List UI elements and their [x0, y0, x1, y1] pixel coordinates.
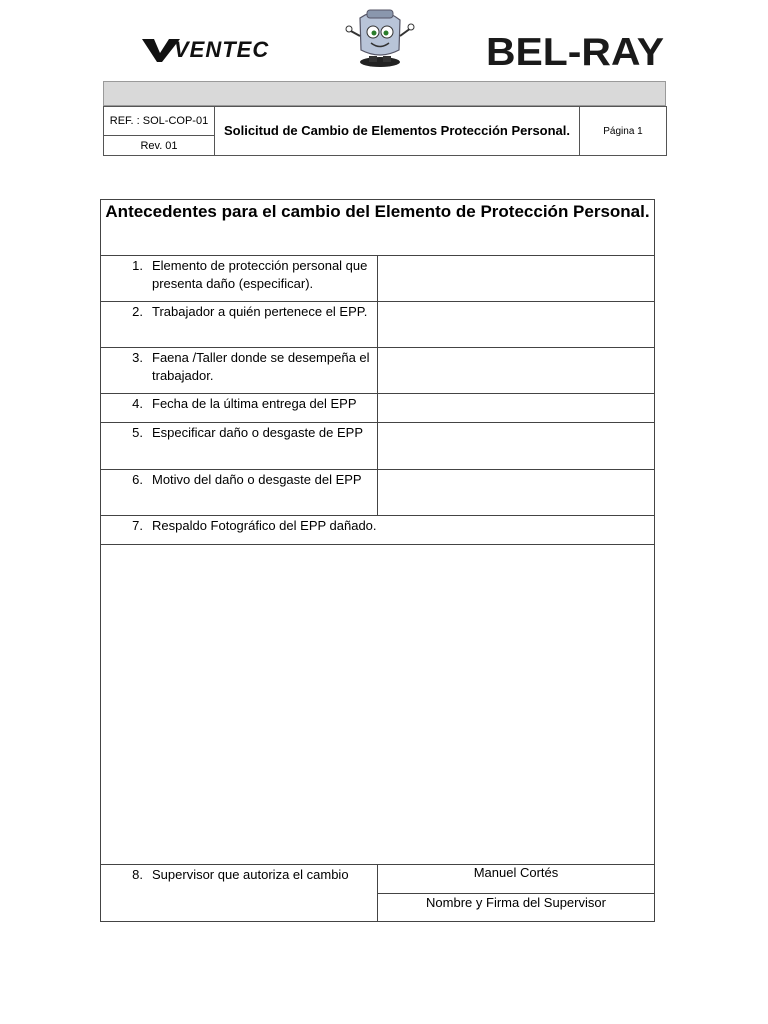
- question-cell: [101, 470, 378, 515]
- ventec-logo: [140, 34, 270, 64]
- item-number: 2.: [132, 304, 143, 319]
- supervisor-row: [101, 865, 654, 921]
- item-label: Especificar daño o desgaste de EPP: [152, 425, 364, 440]
- question-cell: [101, 423, 378, 469]
- page-number: Página 1: [580, 107, 667, 156]
- supervisor-name: Manuel Cortés: [378, 865, 654, 894]
- item-label: Faena /Taller donde se desempeña el trabajador.: [152, 350, 370, 383]
- question-cell: [101, 394, 378, 422]
- item-label: Motivo del daño o desgaste del EPP: [152, 472, 362, 487]
- belray-wordmark: BEL-RAY: [486, 31, 664, 74]
- document-title: Solicitud de Cambio de Elementos Protección Personal.: [215, 107, 580, 156]
- photo-evidence-area: [101, 545, 654, 865]
- header-band: [103, 81, 666, 106]
- item-label: Trabajador a quién pertenece el EPP.: [152, 304, 368, 319]
- item-number: 7.: [132, 518, 143, 533]
- form-row-7: [101, 516, 654, 545]
- form-row-3: [101, 348, 654, 394]
- item-number: 4.: [132, 396, 143, 411]
- mascot-icon: [345, 6, 415, 70]
- form-row-4: [101, 394, 654, 423]
- form-title: Antecedentes para el cambio del Elemento de Protección Personal.: [101, 200, 654, 256]
- item-number: 3.: [132, 350, 143, 365]
- header-table: [103, 106, 667, 156]
- item-label: Fecha de la última entrega del EPP: [152, 396, 357, 411]
- supervisor-signature-label: Nombre y Firma del Supervisor: [426, 895, 606, 910]
- question-cell: [101, 256, 378, 301]
- ref-code: REF. : SOL-COP-01: [104, 107, 215, 136]
- item-number: 6.: [132, 472, 143, 487]
- question-cell: [101, 302, 378, 347]
- epp-change-form: [100, 199, 655, 922]
- item-number: 8.: [132, 867, 143, 882]
- question-cell: [101, 865, 378, 921]
- question-cell: [101, 348, 378, 393]
- belray-logo: [486, 30, 664, 74]
- ventec-wordmark: VENTEC: [174, 37, 270, 62]
- item-label: Respaldo Fotográfico del EPP dañado.: [152, 518, 377, 533]
- item-label: Supervisor que autoriza el cambio: [152, 867, 349, 882]
- form-row-6: [101, 470, 654, 516]
- item-label: Elemento de protección personal que presenta daño (especificar).: [152, 258, 368, 291]
- item-number: 5.: [132, 425, 143, 440]
- question-cell: [101, 516, 654, 544]
- revision: Rev. 01: [104, 136, 215, 156]
- item-number: 1.: [132, 258, 143, 273]
- form-row-1: [101, 256, 654, 302]
- form-row-5: [101, 423, 654, 470]
- form-row-2: [101, 302, 654, 348]
